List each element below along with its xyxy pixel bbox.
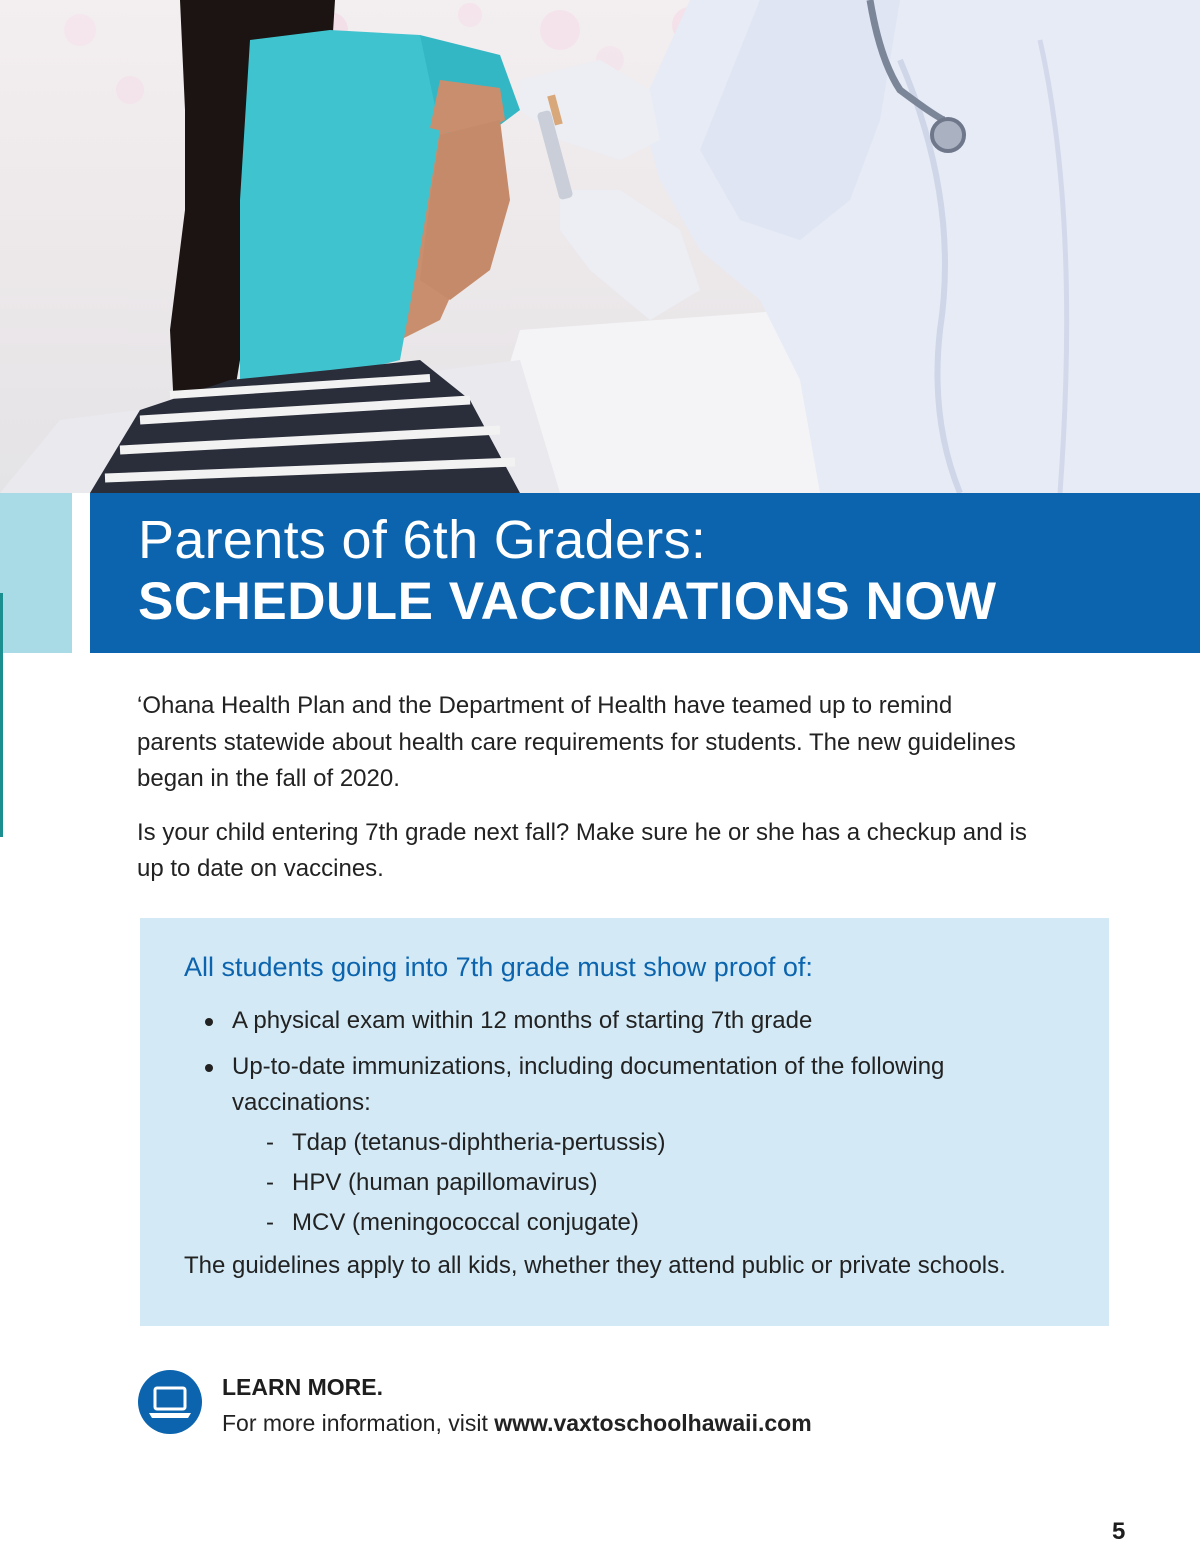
vaccine-item: - Tdap (tetanus-diphtheria-pertussis) [266,1129,666,1156]
page-number: 5 [1112,1518,1126,1545]
list-item [200,1049,1070,1243]
intro-paragraph: Is your child entering 7th grade next fall? Make sure he or she has a checkup and is up to date on vaccines. [137,818,1027,882]
intro-paragraph: ‘Ohana Health Plan and the Department of Health have teamed up to remind parents statewide about health care requirements for students. The new guidelines began in the fall of 2020. [137,692,1016,792]
hero-photo [0,0,1200,493]
title-banner [90,493,1200,653]
vaccine-list [232,1123,1070,1243]
vaccine-name: HPV (human papillomavirus) [292,1169,598,1196]
page-title-line1: Parents of 6th Graders: [138,510,707,570]
vaccine-item: - HPV (human papillomavirus) [266,1169,598,1196]
page-title-line2: SCHEDULE VACCINATIONS NOW [138,572,997,631]
list-item-text: A physical exam within 12 months of starting 7th grade [232,1007,813,1034]
intro-text [137,688,1037,905]
requirements-note: The guidelines apply to all kids, whether they attend public or private schools. [184,1252,1006,1279]
requirements-heading: All students going into 7th grade must show proof of: [184,952,813,982]
laptop-icon [138,1370,202,1434]
requirements-box [140,918,1109,1326]
list-item [200,1003,1070,1039]
requirements-list [200,1003,1070,1253]
accent-line [0,593,3,837]
vaccine-name: MCV (meningococcal conjugate) [292,1209,639,1236]
learn-more-label: For more information, visit [222,1410,488,1436]
website-link[interactable]: www.vaxtoschoolhawaii.com [494,1410,812,1436]
list-item-text: Up-to-date immunizations, including documentation of the following vaccinations: [232,1053,945,1116]
learn-more-text [222,1410,812,1437]
vaccine-item: - MCV (meningococcal conjugate) [266,1209,639,1236]
learn-more-title: LEARN MORE. [222,1374,383,1400]
vaccine-name: Tdap (tetanus-diphtheria-pertussis) [292,1129,666,1156]
accent-bar [0,493,72,653]
